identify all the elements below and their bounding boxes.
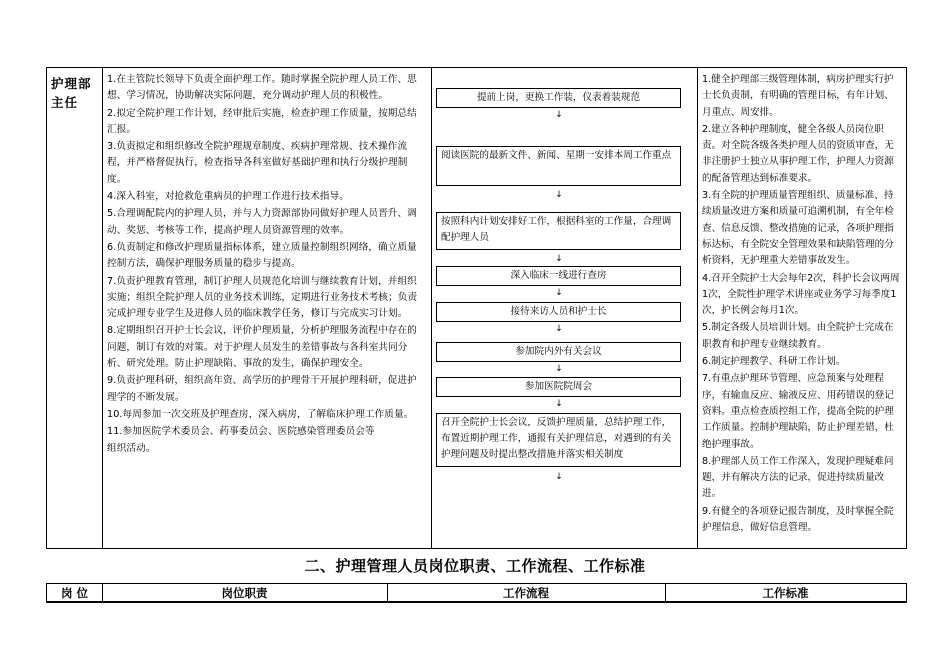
column-divider	[697, 68, 698, 548]
workflow-step: 按照科内计划安排好工作，根据科室的工作量，合理调配护理人员	[436, 212, 681, 250]
duties-list	[107, 72, 425, 458]
standard-item: 4.召开全院护士大会每年2次，科护长会议两周1次，全院性护理学术讲座或业务学习每季度1次，护长例会每月1次。	[702, 272, 900, 317]
workflow-step: 接待来访人员和护士长	[436, 302, 681, 322]
duty-item: 组织活动。	[107, 442, 156, 454]
duty-item: 3.负责拟定和组织修改全院护理规章制度、疾病护理常规、技术操作流程，并严格督促执行，检查指导各科室做好基础护理和执行分级护理制度。	[107, 141, 408, 185]
duty-item: 9.负责护理科研，组织高年资、高学历的护理骨干开展护理科研，促进护理学的不断发展。	[107, 375, 417, 403]
duty-item: 6.负责制定和修改护理质量指标体系，建立质量控制组织网络，确立质量控制方法，确保护理服务质量的稳步与提高。	[107, 241, 417, 270]
standard-item: 3.有全院的护理质量管理组织、质量标准、持续质量改进方案和质量可追溯机制，有全年检查、信息反馈、整改措施的记录，各项护理指标达标，有全院安全管理效果和缺陷管理的分析资料，无护理重大差错事故发生。	[702, 190, 894, 267]
workflow-step: 参加院内外有关会议	[436, 342, 681, 362]
duty-item: 7.负责护理教育管理，制订护理人员规范化培训与继续教育计划，并组织实施；组织全院护理人员的业务技术训练，定期进行业务技术考核；负责完成护理专业学生及进修人员的临床教学任务，修订与完成实习计划。	[107, 275, 418, 320]
standard-item: 6.制定护理教学、科研工作计划。	[702, 356, 846, 368]
flow-arrow: ↓	[555, 110, 563, 120]
standard-item: 8.护理部人员工作工作深入，发现护理疑难问题，并有解决方法的记录，促进持续质量改进。	[702, 455, 894, 500]
duty-item: 1.在主管院长领导下负责全面护理工作。随时掌握全院护理人员工作、思想、学习情况，协助解决实际问题，充分调动护理人员的积极性。	[107, 74, 417, 102]
standard-item: 7.有重点护理环节管理、应急预案与处理程序，有输血反应、输液反应、用药错误的登记资料。重点检查质控组工作，提高全院的护理工作质量。控制护理缺陷，防止护理差错，杜绝护理事故。	[702, 373, 894, 450]
standards-list	[702, 72, 902, 537]
flow-arrow: ↓	[555, 399, 563, 409]
flow-arrow: ↓	[555, 254, 563, 264]
standard-item: 5.制定各级人员培训计划。由全院护士完成在职教育和护理专业继续教育。	[702, 322, 894, 350]
workflow-column	[431, 68, 687, 548]
flow-arrow: ↓	[555, 472, 563, 482]
workflow-step: 深入临床一线进行查房	[436, 266, 681, 286]
flow-arrow: ↓	[555, 364, 563, 374]
workflow-step: 提前上岗，更换工作装，仪表着装规范	[436, 88, 681, 108]
standard-item: 1.健全护理部三级管理体制，病房护理实行护士长负责制，有明确的管理目标，有年计划、月重点、周安排。	[702, 74, 894, 118]
workflow-step: 召开全院护士长会议，反馈护理质量，总结护理工作，布置近期护理工作，通报有关护理信息，对遇到的有关护理问题及时提出整改措施并落实相关制度	[436, 413, 681, 467]
duty-table	[46, 67, 907, 549]
duty-item: 4.深入科室，对抢救危重病员的护理工作进行技术指导。	[107, 191, 350, 203]
duty-item: 10.每周参加一次交班及护理查房，深入病房，了解临床护理工作质量。	[107, 408, 414, 420]
workflow-step: 阅读医院的最新文件、新闻、星期一安排本周工作重点	[436, 146, 681, 186]
header-standards: 工作标准	[762, 586, 809, 600]
column-divider	[102, 68, 103, 548]
standard-item: 9.有健全的各项登记报告制度，及时掌握全院护理信息，做好信息管理。	[702, 505, 894, 534]
workflow-step: 参加医院院周会	[436, 377, 681, 397]
duty-item: 11.参加医院学术委员会、药事委员会、医院感染管理委员会等	[107, 426, 375, 438]
flow-arrow: ↓	[555, 324, 563, 334]
duty-item: 2.拟定全院护理工作计划，经审批后实施，检查护理工作质量，按期总结汇报。	[107, 107, 417, 135]
duty-item: 5.合理调配院内的护理人员，并与人力资源部协同做好护理人员晋升、调动、奖惩、考核等工作，提高护理人员资源管理的效率。	[107, 208, 417, 236]
flow-arrow: ↓	[555, 288, 563, 298]
standard-item: 2.建立各种护理制度，健全各级人员岗位职责。对全院各级各类护理人员的资质审查，无非注册护士独立从事护理工作，护理人力资源的配备管理达到标准要求。	[702, 123, 894, 184]
header-duties: 岗位职责	[221, 586, 268, 600]
flow-arrow: ↓	[555, 190, 563, 200]
duty-item: 8.定期组织召开护士长会议，评价护理质量，分析护理服务流程中存在的问题，制订有效的对策。对于护理人员发生的差错事故与各科室共同分析、研究处理。防止护理缺陷、事故的发生，确保护理安全。	[107, 325, 417, 370]
header-workflow: 工作流程	[503, 586, 549, 600]
header-position: 岗 位	[60, 586, 88, 600]
role-name: 护理部主任	[51, 76, 92, 110]
section-heading: 二、护理管理人员岗位职责、工作流程、工作标准	[304, 557, 646, 575]
column-header-row	[46, 583, 907, 603]
